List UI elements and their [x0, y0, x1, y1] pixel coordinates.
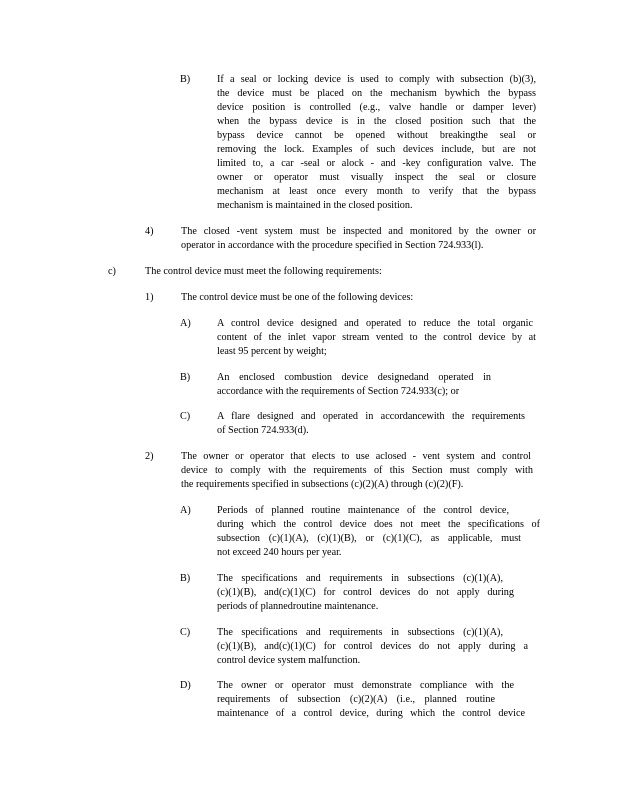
text-line: subsection (c)(1)(A), (c)(1)(B), or (c)(1)(C), as applicable, must — [217, 533, 521, 544]
paragraph-text — [181, 225, 536, 253]
text-line: The owner or operator must demonstrate compliance with the — [217, 680, 514, 691]
text-line: the requirements specified in subsections (c)(2)(A) through (c)(2)(F). — [181, 479, 464, 490]
paragraph-text — [217, 626, 536, 668]
text-line: The specifications and requirements in subsections (c)(1)(A), — [217, 573, 503, 584]
text-line: bypass device cannot be opened without breakingthe seal or — [217, 130, 536, 141]
text-line: accordance with the requirements of Section 724.933(c); or — [217, 386, 460, 397]
paragraph-text — [217, 572, 536, 614]
text-line: The specifications and requirements in subsections (c)(1)(A), — [217, 627, 503, 638]
paragraph-text — [217, 504, 540, 560]
text-line: A flare designed and operated in accordancewith the requirements — [217, 411, 525, 422]
text-line: owner or operator must visually inspect the seal or closure — [217, 172, 536, 183]
text-line: maintenance of a control device, during which the control device — [217, 708, 525, 719]
text-line: mechanism at least once every month to verify that the bypass — [217, 186, 536, 197]
text-line: limited to, a car -seal or alock - and -key configuration valve. The — [217, 158, 536, 169]
text-line: The owner or operator that elects to use aclosed - vent system and control — [181, 451, 531, 462]
paragraph-text — [217, 317, 536, 359]
text-line: when the bypass device is in the closed position such that the — [217, 116, 536, 127]
text-line: (c)(1)(B), and(c)(1)(C) for control devices do not apply during a — [217, 641, 528, 652]
text-line: The closed -vent system must be inspected and monitored by the owner or — [181, 226, 536, 237]
text-line: the device must be placed on the mechanism bywhich the bypass — [217, 88, 536, 99]
text-line: device to comply with the requirements of this Section must comply with — [181, 465, 533, 476]
text-line: An enclosed combustion device designedand operated in — [217, 372, 491, 383]
text-line: content of the inlet vapor stream vented to the control device by at — [217, 332, 536, 343]
text-line: not exceed 240 hours per year. — [217, 547, 342, 558]
paragraph-text — [145, 265, 535, 279]
text-line: A control device designed and operated to reduce the total organic — [217, 318, 533, 329]
text-line: removing the lock. Examples of such devices include, but are not — [217, 144, 536, 155]
item-marker: B) — [180, 573, 191, 584]
item-marker: 2) — [145, 451, 154, 462]
item-marker: A) — [180, 318, 191, 329]
paragraph-text — [181, 291, 536, 305]
text-line: periods of plannedroutine maintenance. — [217, 601, 379, 612]
text-line: mechanism is maintained in the closed position. — [217, 200, 413, 211]
text-line: control device system malfunction. — [217, 655, 361, 666]
text-line: of Section 724.933(d). — [217, 425, 309, 436]
paragraph-text — [217, 410, 536, 438]
text-line: operator in accordance with the procedure specified in Section 724.933(l). — [181, 240, 484, 251]
item-marker: 1) — [145, 292, 154, 303]
item-marker: B) — [180, 372, 191, 383]
item-marker: A) — [180, 505, 191, 516]
item-marker: 4) — [145, 226, 154, 237]
paragraph-text — [217, 679, 536, 721]
text-line: If a seal or locking device is used to comply with subsection (b)(3), — [217, 74, 536, 85]
text-line: The control device must be one of the following devices: — [181, 292, 414, 303]
paragraph-text — [217, 73, 536, 213]
text-line: requirements of subsection (c)(2)(A) (i.e., planned routine — [217, 694, 495, 705]
item-marker: C) — [180, 411, 191, 422]
item-marker: B) — [180, 74, 191, 85]
text-line: device position is controlled (e.g., valve handle or damper lever) — [217, 102, 536, 113]
text-line: Periods of planned routine maintenance of the control device, — [217, 505, 509, 516]
text-line: (c)(1)(B), and(c)(1)(C) for control devices do not apply during — [217, 587, 514, 598]
text-line: during which the control device does not meet the specifications of — [217, 519, 540, 530]
paragraph-text — [217, 371, 536, 399]
item-marker: c) — [108, 266, 116, 277]
text-line: least 95 percent by weight; — [217, 346, 327, 357]
text-line: The control device must meet the following requirements: — [145, 266, 382, 277]
paragraph-text — [181, 450, 536, 492]
item-marker: C) — [180, 627, 191, 638]
item-marker: D) — [180, 680, 191, 691]
